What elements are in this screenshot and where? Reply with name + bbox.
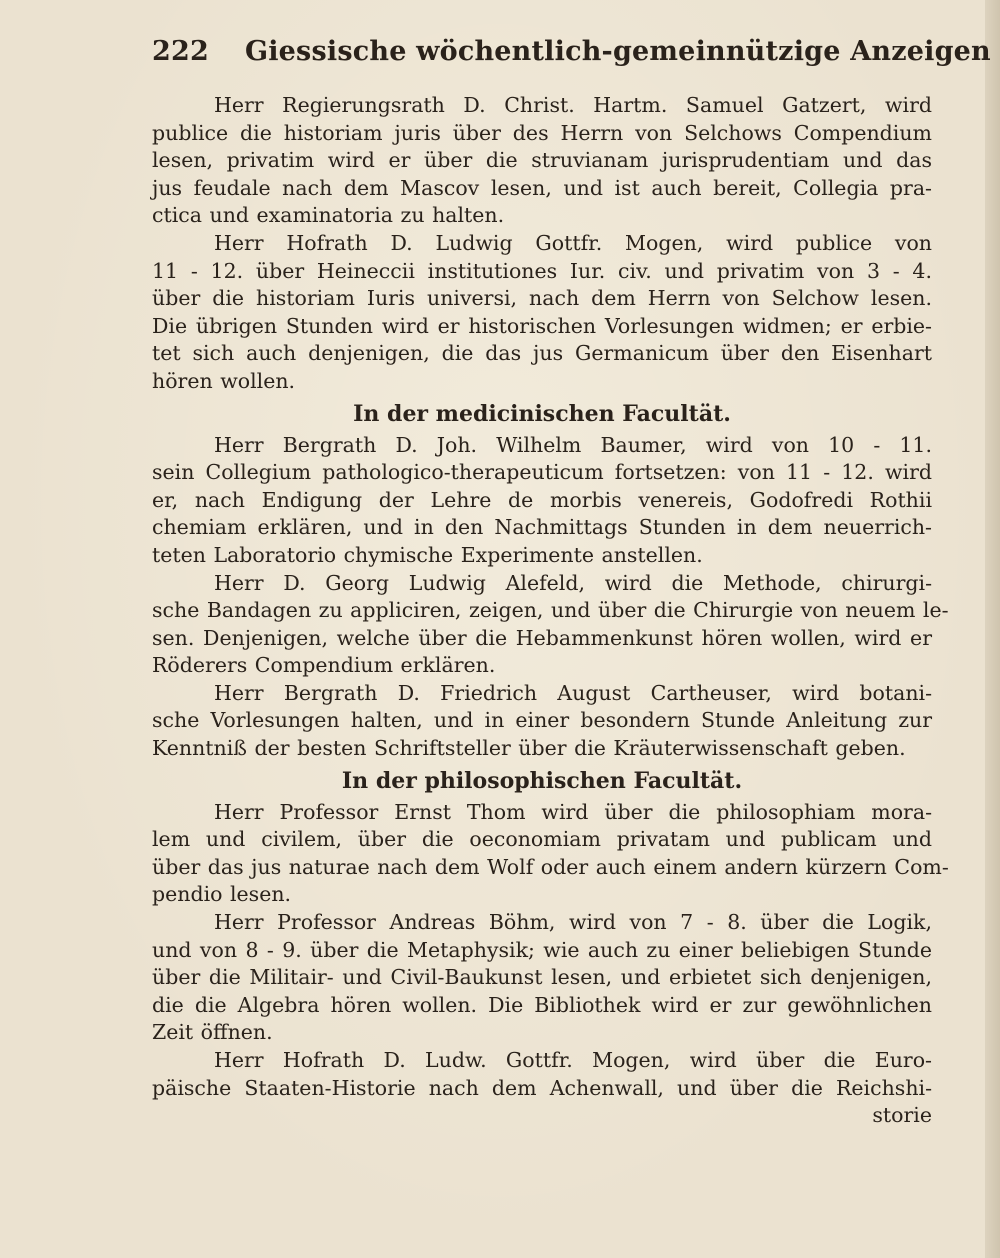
paragraph [152, 799, 949, 909]
text-line: und von 8 - 9. über die Metaphysik; wie auch zu einer beliebigen Stunde [152, 937, 932, 962]
paragraph [152, 230, 932, 396]
text-line: storie [872, 1103, 932, 1128]
paragraph [152, 680, 932, 763]
text-line: Herr Bergrath D. Joh. Wilhelm Baumer, wird von 10 - 11. [214, 432, 932, 457]
text-line: Herr Hofrath D. Ludw. Gottfr. Mogen, wird über die Euro- [214, 1048, 932, 1072]
text-line: tet sich auch denjenigen, die das jus Germanicum über den Eisenhart [152, 341, 932, 366]
text-line: er, nach Endigung der Lehre de morbis venereis, Godofredi Rothii [152, 487, 932, 512]
section-heading: In der medicinischen Facultät. [353, 400, 731, 427]
text-line: chemiam erklären, und in den Nachmittags Stunden in dem neuerrich- [152, 515, 932, 540]
paragraph [152, 92, 932, 230]
text-line: Herr D. Georg Ludwig Alefeld, wird die Methode, chirurgi- [214, 570, 932, 595]
text-line: sche Bandagen zu appliciren, zeigen, und über die Chirurgie von neuem le- [152, 598, 949, 623]
page-content [152, 36, 991, 1130]
text-line: über das jus naturae nach dem Wolf oder auch einem andern kürzern Com- [152, 854, 949, 879]
text-line: Herr Regierungsrath D. Christ. Hartm. Samuel Gatzert, wird [214, 93, 932, 117]
text-line: jus feudale nach dem Mascov lesen, und ist auch bereit, Collegia pra- [152, 175, 932, 200]
body-text [152, 92, 949, 1130]
text-line: Zeit öffnen. [152, 1020, 273, 1045]
text-line: über die Militair- und Civil-Baukunst lesen, und erbietet sich denjenigen, [152, 965, 932, 990]
running-title: Giessische wöchentlich-gemeinnützige Anzeigen [244, 36, 991, 67]
text-line: päische Staaten-Historie nach dem Achenwall, und über die Reichshi- [152, 1075, 932, 1100]
page-number: 222 [152, 36, 209, 67]
paragraph [152, 1047, 932, 1130]
page-header [152, 36, 991, 92]
text-line: sche Vorlesungen halten, und in einer besondern Stunde Anleitung zur [152, 708, 932, 733]
paragraph [152, 909, 932, 1047]
text-line: Die übrigen Stunden wird er historischen Vorlesungen widmen; er erbie- [152, 313, 932, 338]
text-line: 11 - 12. über Heineccii institutiones Iur. civ. und privatim von 3 - 4. [152, 258, 932, 283]
text-line: über die historiam Iuris universi, nach dem Herrn von Selchow lesen. [152, 286, 932, 311]
text-line: lem und civilem, über die oeconomiam privatam und publicam und [152, 827, 932, 852]
text-line: publice die historiam juris über des Herrn von Selchows Compendium [152, 120, 932, 145]
text-line: Herr Professor Ernst Thom wird über die philosophiam mora- [214, 799, 932, 824]
text-line: die die Algebra hören wollen. Die Bibliothek wird er zur gewöhnlichen [152, 992, 932, 1017]
scan-edge [985, 0, 1000, 1258]
text-line: teten Laboratorio chymische Experimente anstellen. [152, 542, 703, 567]
text-line: Röderers Compendium erklären. [152, 653, 496, 678]
section-heading: In der philosophischen Facultät. [341, 767, 743, 794]
paragraph [152, 432, 932, 570]
text-line: hören wollen. [152, 368, 296, 393]
text-line: Kenntniß der besten Schriftsteller über die Kräuterwissenschaft geben. [152, 736, 906, 761]
paragraph [152, 570, 949, 680]
text-line: pendio lesen. [152, 882, 292, 907]
text-line: ctica und examinatoria zu halten. [152, 203, 505, 228]
text-line: sein Collegium pathologico-therapeuticum fortsetzen: von 11 - 12. wird [152, 460, 932, 485]
text-line: Herr Professor Andreas Böhm, wird von 7 - 8. über die Logik, [214, 910, 932, 935]
text-line: sen. Denjenigen, welche über die Hebammenkunst hören wollen, wird er [152, 625, 932, 650]
text-line: Herr Bergrath D. Friedrich August Cartheuser, wird botani- [214, 680, 932, 705]
text-line: lesen, privatim wird er über die struvianam jurisprudentiam und das [152, 148, 932, 173]
text-line: Herr Hofrath D. Ludwig Gottfr. Mogen, wird publice von [214, 230, 932, 255]
